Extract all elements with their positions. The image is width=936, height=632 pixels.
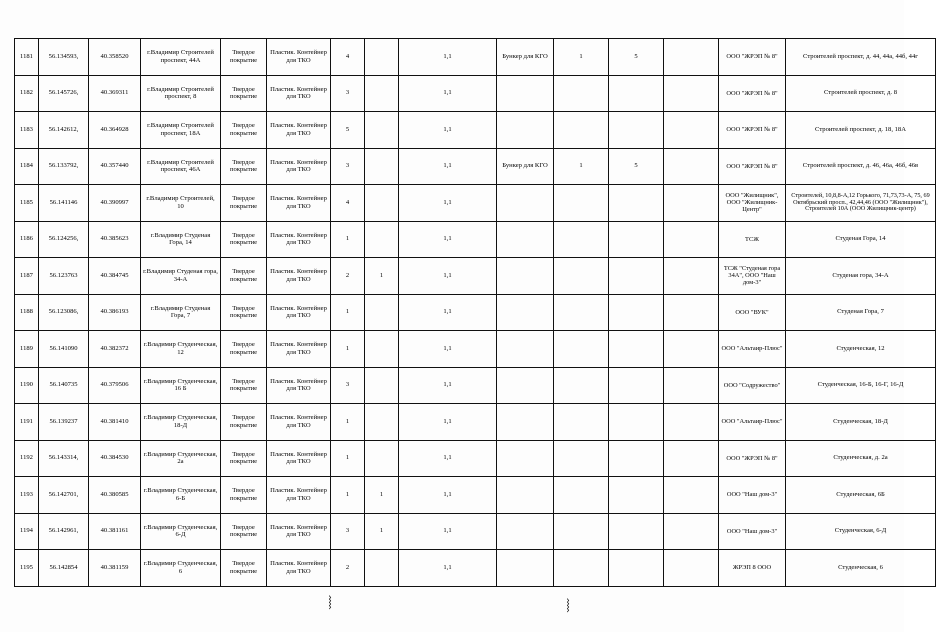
cell-bunker-volume	[609, 294, 664, 331]
cell-extra2	[664, 477, 719, 514]
cell-served: Строителей, 10,8,8-А,12 Горького, 71,73,73-А, 75, 69 Октябрьский просп., 42,44,46 (ООО "Жилищник"), Строителей 10А (ООО Жилищник-центр)	[786, 185, 936, 222]
cell-extra	[365, 367, 399, 404]
cell-manager: ООО "ЖРЭП № 8"	[719, 75, 786, 112]
cell-bunker	[497, 112, 554, 149]
table-row	[15, 404, 936, 441]
cell-manager: ООО "Альтаир-Плюс"	[719, 331, 786, 368]
cell-volume: 1,1	[399, 513, 497, 550]
cell-extra	[365, 440, 399, 477]
cell-bunker-count	[554, 513, 609, 550]
cell-bunker-count	[554, 75, 609, 112]
cell-container: Пластик. Контейнер для ТКО	[267, 331, 331, 368]
cell-bunker-volume	[609, 513, 664, 550]
cell-volume: 1,1	[399, 477, 497, 514]
cell-manager: ООО "Жилищник", ООО "Жилищник-Центр"	[719, 185, 786, 222]
cell-surface: Твердое покрытие	[221, 294, 267, 331]
cell-manager: ООО "ЖРЭП № 8"	[719, 39, 786, 76]
table-row	[15, 367, 936, 404]
cell-id: 1192	[15, 440, 39, 477]
cell-manager: ТСЖ	[719, 221, 786, 258]
table-row	[15, 75, 936, 112]
cell-count: 1	[331, 294, 365, 331]
cell-address: г.Владимир Студенческая, 18-Д	[141, 404, 221, 441]
cell-extra	[365, 112, 399, 149]
cell-lon: 40.386193	[89, 294, 141, 331]
cell-id: 1183	[15, 112, 39, 149]
cell-container: Пластик. Контейнер для ТКО	[267, 294, 331, 331]
cell-extra	[365, 185, 399, 222]
cell-container: Пластик. Контейнер для ТКО	[267, 440, 331, 477]
table-row	[15, 112, 936, 149]
cell-manager: ООО "ВУК"	[719, 294, 786, 331]
cell-served: Студеная Гора, 14	[786, 221, 936, 258]
cell-address: г.Владимир Студеная Гора, 7	[141, 294, 221, 331]
cell-served: Строителей проспект, д. 8	[786, 75, 936, 112]
cell-container: Пластик. Контейнер для ТКО	[267, 39, 331, 76]
cell-served: Студенческая, 6-Д	[786, 513, 936, 550]
cell-bunker: Бункер для КГО	[497, 39, 554, 76]
cell-served: Студеная Гора, 7	[786, 294, 936, 331]
cell-count: 1	[331, 221, 365, 258]
table-row	[15, 148, 936, 185]
cell-manager: ООО "Альтаир-Плюс"	[719, 404, 786, 441]
cell-bunker	[497, 331, 554, 368]
cell-bunker-count: 1	[554, 39, 609, 76]
cell-count: 3	[331, 367, 365, 404]
cell-served: Строителей проспект, д. 18, 18А	[786, 112, 936, 149]
cell-count: 1	[331, 331, 365, 368]
cell-lon: 40.381161	[89, 513, 141, 550]
cell-extra2	[664, 148, 719, 185]
cell-extra2	[664, 513, 719, 550]
cell-extra	[365, 75, 399, 112]
cell-volume: 1,1	[399, 39, 497, 76]
cell-bunker-count	[554, 367, 609, 404]
cell-bunker-volume	[609, 477, 664, 514]
cell-bunker-volume	[609, 112, 664, 149]
cell-address: г.Владимир Строителей, 10	[141, 185, 221, 222]
cell-manager: ООО "Наш дом-3"	[719, 513, 786, 550]
cell-volume: 1,1	[399, 148, 497, 185]
cell-surface: Твердое покрытие	[221, 75, 267, 112]
cell-bunker-volume	[609, 404, 664, 441]
cell-volume: 1,1	[399, 75, 497, 112]
cell-served: Студенческая, 6	[786, 550, 936, 587]
cell-id: 1190	[15, 367, 39, 404]
cell-address: г.Владимир Студенческая, 12	[141, 331, 221, 368]
cell-container: Пластик. Контейнер для ТКО	[267, 185, 331, 222]
cell-bunker-volume: 5	[609, 39, 664, 76]
cell-bunker-count	[554, 112, 609, 149]
cell-surface: Твердое покрытие	[221, 148, 267, 185]
cell-bunker-volume	[609, 367, 664, 404]
cell-id: 1181	[15, 39, 39, 76]
cell-bunker: Бункер для КГО	[497, 148, 554, 185]
cell-bunker-volume	[609, 221, 664, 258]
cell-served: Студенческая, 12	[786, 331, 936, 368]
cell-volume: 1,1	[399, 440, 497, 477]
cell-manager: ТСЖ "Студеная гора 34А", ООО "Наш дом-3"	[719, 258, 786, 295]
cell-bunker-volume	[609, 550, 664, 587]
cell-extra2	[664, 367, 719, 404]
cell-bunker-count	[554, 331, 609, 368]
cell-manager: ООО "ЖРЭП № 8"	[719, 148, 786, 185]
cell-extra2	[664, 185, 719, 222]
cell-lon: 40.385623	[89, 221, 141, 258]
cell-volume: 1,1	[399, 331, 497, 368]
cell-surface: Твердое покрытие	[221, 367, 267, 404]
cell-id: 1188	[15, 294, 39, 331]
cell-extra2	[664, 404, 719, 441]
cell-bunker-volume	[609, 258, 664, 295]
cell-extra2	[664, 440, 719, 477]
cell-extra: 1	[365, 513, 399, 550]
cell-bunker	[497, 513, 554, 550]
cell-surface: Твердое покрытие	[221, 185, 267, 222]
cell-address: г.Владимир Студеная гора, 34-А	[141, 258, 221, 295]
cell-address: г.Владимир Строителей проспект, 18А	[141, 112, 221, 149]
cell-count: 5	[331, 112, 365, 149]
cell-bunker	[497, 477, 554, 514]
table-row	[15, 185, 936, 222]
cell-container: Пластик. Контейнер для ТКО	[267, 112, 331, 149]
cell-served: Строителей проспект, д. 44, 44а, 44б, 44г	[786, 39, 936, 76]
cell-bunker-count	[554, 258, 609, 295]
cell-bunker-count	[554, 477, 609, 514]
cell-bunker	[497, 440, 554, 477]
cell-address: г.Владимир Студеная Гора, 14	[141, 221, 221, 258]
cell-volume: 1,1	[399, 221, 497, 258]
cell-extra	[365, 294, 399, 331]
cell-id: 1193	[15, 477, 39, 514]
cell-lon: 40.357440	[89, 148, 141, 185]
cell-served: Студенческая, 16-Б, 16-Г, 16-Д	[786, 367, 936, 404]
cell-volume: 1,1	[399, 367, 497, 404]
cell-lat: 56.142701,	[39, 477, 89, 514]
cell-id: 1186	[15, 221, 39, 258]
cell-container: Пластик. Контейнер для ТКО	[267, 258, 331, 295]
cell-extra: 1	[365, 477, 399, 514]
cell-count: 4	[331, 185, 365, 222]
cell-surface: Твердое покрытие	[221, 221, 267, 258]
cell-bunker-volume	[609, 331, 664, 368]
cell-extra	[365, 148, 399, 185]
cell-extra2	[664, 331, 719, 368]
cell-volume: 1,1	[399, 258, 497, 295]
cell-lat: 56.141090	[39, 331, 89, 368]
cell-extra2	[664, 550, 719, 587]
cell-lat: 56.142961,	[39, 513, 89, 550]
cell-bunker-volume	[609, 440, 664, 477]
cell-container: Пластик. Контейнер для ТКО	[267, 221, 331, 258]
cell-lat: 56.134593,	[39, 39, 89, 76]
cell-bunker-count	[554, 221, 609, 258]
cell-container: Пластик. Контейнер для ТКО	[267, 404, 331, 441]
cell-count: 4	[331, 39, 365, 76]
cell-lat: 56.123763	[39, 258, 89, 295]
cell-bunker-count	[554, 550, 609, 587]
cell-lon: 40.382372	[89, 331, 141, 368]
cell-surface: Твердое покрытие	[221, 477, 267, 514]
cell-extra2	[664, 294, 719, 331]
table-row	[15, 258, 936, 295]
cell-id: 1195	[15, 550, 39, 587]
cell-container: Пластик. Контейнер для ТКО	[267, 75, 331, 112]
cell-lon: 40.384745	[89, 258, 141, 295]
cell-surface: Твердое покрытие	[221, 331, 267, 368]
cell-address: г.Владимир Строителей проспект, 46А	[141, 148, 221, 185]
cell-count: 3	[331, 148, 365, 185]
cell-extra	[365, 221, 399, 258]
cell-container: Пластик. Контейнер для ТКО	[267, 367, 331, 404]
cell-extra: 1	[365, 258, 399, 295]
cell-manager: ООО "ЖРЭП № 8"	[719, 112, 786, 149]
cell-manager: ООО "Содружество"	[719, 367, 786, 404]
cell-volume: 1,1	[399, 550, 497, 587]
cell-extra2	[664, 112, 719, 149]
cell-extra	[365, 550, 399, 587]
cell-lon: 40.390997	[89, 185, 141, 222]
cell-bunker-count	[554, 440, 609, 477]
cell-count: 2	[331, 550, 365, 587]
cell-surface: Твердое покрытие	[221, 513, 267, 550]
cell-lat: 56.133792,	[39, 148, 89, 185]
cell-extra	[365, 404, 399, 441]
cell-lon: 40.381159	[89, 550, 141, 587]
cell-count: 1	[331, 477, 365, 514]
cell-surface: Твердое покрытие	[221, 404, 267, 441]
cell-bunker	[497, 75, 554, 112]
cell-address: г.Владимир Строителей проспект, 8	[141, 75, 221, 112]
cell-id: 1191	[15, 404, 39, 441]
cell-bunker	[497, 294, 554, 331]
cell-container: Пластик. Контейнер для ТКО	[267, 513, 331, 550]
cell-count: 3	[331, 513, 365, 550]
cell-lon: 40.380585	[89, 477, 141, 514]
cell-bunker-count	[554, 404, 609, 441]
cell-lon: 40.379506	[89, 367, 141, 404]
cell-lat: 56.140735	[39, 367, 89, 404]
cell-lat: 56.145726,	[39, 75, 89, 112]
cell-bunker	[497, 258, 554, 295]
table-row	[15, 513, 936, 550]
cell-id: 1187	[15, 258, 39, 295]
cell-bunker-volume	[609, 185, 664, 222]
table-row	[15, 331, 936, 368]
cell-address: г.Владимир Студенческая, 6-Б	[141, 477, 221, 514]
cell-lat: 56.124256,	[39, 221, 89, 258]
cell-served: Строителей проспект, д. 46, 46а, 46б, 46в	[786, 148, 936, 185]
cell-extra2	[664, 39, 719, 76]
cell-volume: 1,1	[399, 294, 497, 331]
cell-bunker-count	[554, 185, 609, 222]
cell-lon: 40.364928	[89, 112, 141, 149]
cell-lon: 40.369311	[89, 75, 141, 112]
cell-address: г.Владимир Студенческая, 16 Б	[141, 367, 221, 404]
cell-bunker	[497, 404, 554, 441]
table-row	[15, 477, 936, 514]
cell-manager: ООО "ЖРЭП № 8"	[719, 440, 786, 477]
cell-surface: Твердое покрытие	[221, 440, 267, 477]
cell-surface: Твердое покрытие	[221, 39, 267, 76]
cell-extra2	[664, 258, 719, 295]
table-row	[15, 550, 936, 587]
cell-lat: 56.141146	[39, 185, 89, 222]
signature-mark-right: ⧘	[566, 593, 570, 617]
table-row	[15, 221, 936, 258]
cell-surface: Твердое покрытие	[221, 258, 267, 295]
cell-count: 3	[331, 75, 365, 112]
cell-lon: 40.381410	[89, 404, 141, 441]
cell-manager: ЖРЭП 8 ООО	[719, 550, 786, 587]
cell-container: Пластик. Контейнер для ТКО	[267, 148, 331, 185]
registry-rows	[15, 39, 936, 587]
cell-bunker-count: 1	[554, 148, 609, 185]
cell-lat: 56.123086,	[39, 294, 89, 331]
cell-surface: Твердое покрытие	[221, 112, 267, 149]
cell-manager: ООО "Наш дом-3"	[719, 477, 786, 514]
cell-bunker-count	[554, 294, 609, 331]
cell-id: 1184	[15, 148, 39, 185]
cell-container: Пластик. Контейнер для ТКО	[267, 477, 331, 514]
cell-id: 1189	[15, 331, 39, 368]
cell-extra	[365, 331, 399, 368]
signature-mark-left: ⧘	[328, 590, 332, 614]
cell-served: Студенческая, д. 2а	[786, 440, 936, 477]
cell-bunker	[497, 550, 554, 587]
cell-address: г.Владимир Строителей проспект, 44А	[141, 39, 221, 76]
registry-table	[14, 38, 936, 587]
cell-lon: 40.384530	[89, 440, 141, 477]
cell-extra2	[664, 221, 719, 258]
cell-address: г.Владимир Студенческая, 6-Д	[141, 513, 221, 550]
cell-served: Студеная гора, 34-А	[786, 258, 936, 295]
cell-container: Пластик. Контейнер для ТКО	[267, 550, 331, 587]
cell-count: 2	[331, 258, 365, 295]
cell-id: 1194	[15, 513, 39, 550]
cell-id: 1185	[15, 185, 39, 222]
cell-lat: 56.143314,	[39, 440, 89, 477]
cell-lat: 56.139237	[39, 404, 89, 441]
cell-bunker	[497, 185, 554, 222]
table-row	[15, 440, 936, 477]
cell-id: 1182	[15, 75, 39, 112]
cell-volume: 1,1	[399, 112, 497, 149]
cell-volume: 1,1	[399, 185, 497, 222]
cell-lat: 56.142854	[39, 550, 89, 587]
cell-bunker-volume	[609, 75, 664, 112]
cell-bunker	[497, 367, 554, 404]
cell-served: Студенческая, 6Б	[786, 477, 936, 514]
cell-count: 1	[331, 404, 365, 441]
cell-surface: Твердое покрытие	[221, 550, 267, 587]
cell-bunker	[497, 221, 554, 258]
cell-bunker-volume: 5	[609, 148, 664, 185]
cell-volume: 1,1	[399, 404, 497, 441]
table-row	[15, 294, 936, 331]
cell-served: Студенческая, 18-Д	[786, 404, 936, 441]
table-row	[15, 39, 936, 76]
cell-address: г.Владимир Студенческая, 6	[141, 550, 221, 587]
cell-lat: 56.142612,	[39, 112, 89, 149]
cell-address: г.Владимир Студенческая, 2а	[141, 440, 221, 477]
cell-extra	[365, 39, 399, 76]
cell-extra2	[664, 75, 719, 112]
cell-count: 1	[331, 440, 365, 477]
cell-lon: 40.358520	[89, 39, 141, 76]
